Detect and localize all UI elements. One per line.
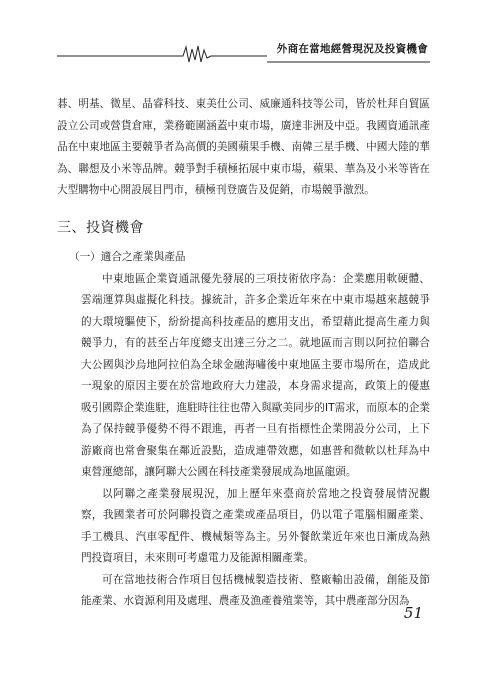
intro-paragraph: 碁、明基、微星、晶睿科技、東美仕公司、威廉通科技等公司，皆於杜拜自貿區設立公司或營貨倉庫，業務範圍涵蓋中東市場，廣達非洲及中亞。我國資通訊產品在中東地區主要競爭者為高價的美國蘋果手機、南韓三星手機、中國大陸的華為、聯想及小米等品牌。競爭對手積極拓展中東市場，蘋果、華為及小米等皆在大型購物中心開設展目門市，積極刊登廣告及促銷，市場競爭激烈。 <box>57 98 430 196</box>
subsection-heading: （一）適合之產業與產品 <box>69 251 186 263</box>
heartbeat-line-icon <box>57 46 267 62</box>
body-paragraph-3: 可在當地技術合作項目包括機械製造技術、整廠輸出設備，創能及節能產業、水資源利用及處理、農產及漁產養殖業等，其中農產部分因為 <box>81 573 430 607</box>
section-heading: 三、投資機會 <box>57 219 144 236</box>
page-content <box>57 94 430 613</box>
page-number: 51 <box>403 604 423 622</box>
running-header-title: 外商在當地經營現況及投資機會 <box>276 43 428 55</box>
body-paragraph-1: 中東地區企業資通訊優先發展的三項技術依序為：企業應用軟硬體、雲端運算與虛擬化科技。據統計，許多企業近年來在中東市場越來越競爭的大環境驅使下，紛紛提高科技產品的應用支出，希望藉此提高生產力與競爭力，有的甚至占年度總支出達三分之二。就地區而言則以阿拉伯聯合大公國與沙烏地阿拉伯為全球金融海嘯後中東地區主要市場所在，造成此一現象的原因主要在於當地政府大力建設，本身需求提高，政策上的優惠吸引國際企業進駐，進駐時往往也帶入與歐美同步的IT需求，而原本的企業為了保持競爭優勢不得不跟進，再者一旦有指標性企業開設分公司，上下游廠商也常會聚集在鄰近設點，造成連帶效應，如惠普和微軟以杜拜為中東營運總部，讓阿聯大公國在科技產業發展成為地區龍頭。 <box>81 272 430 478</box>
body-paragraph-2: 以阿聯之產業發展現況，加上歷年來臺商於當地之投資發展情況觀察，我國業者可於阿聯投資之產業或產品項目，仍以電子電腦相關產業、手工機具、汽車零配件、機械類等為主。另外餐飲業近年來也日漸成為熱門投資項目，未來則可考慮電力及能源相關產業。 <box>81 487 430 564</box>
